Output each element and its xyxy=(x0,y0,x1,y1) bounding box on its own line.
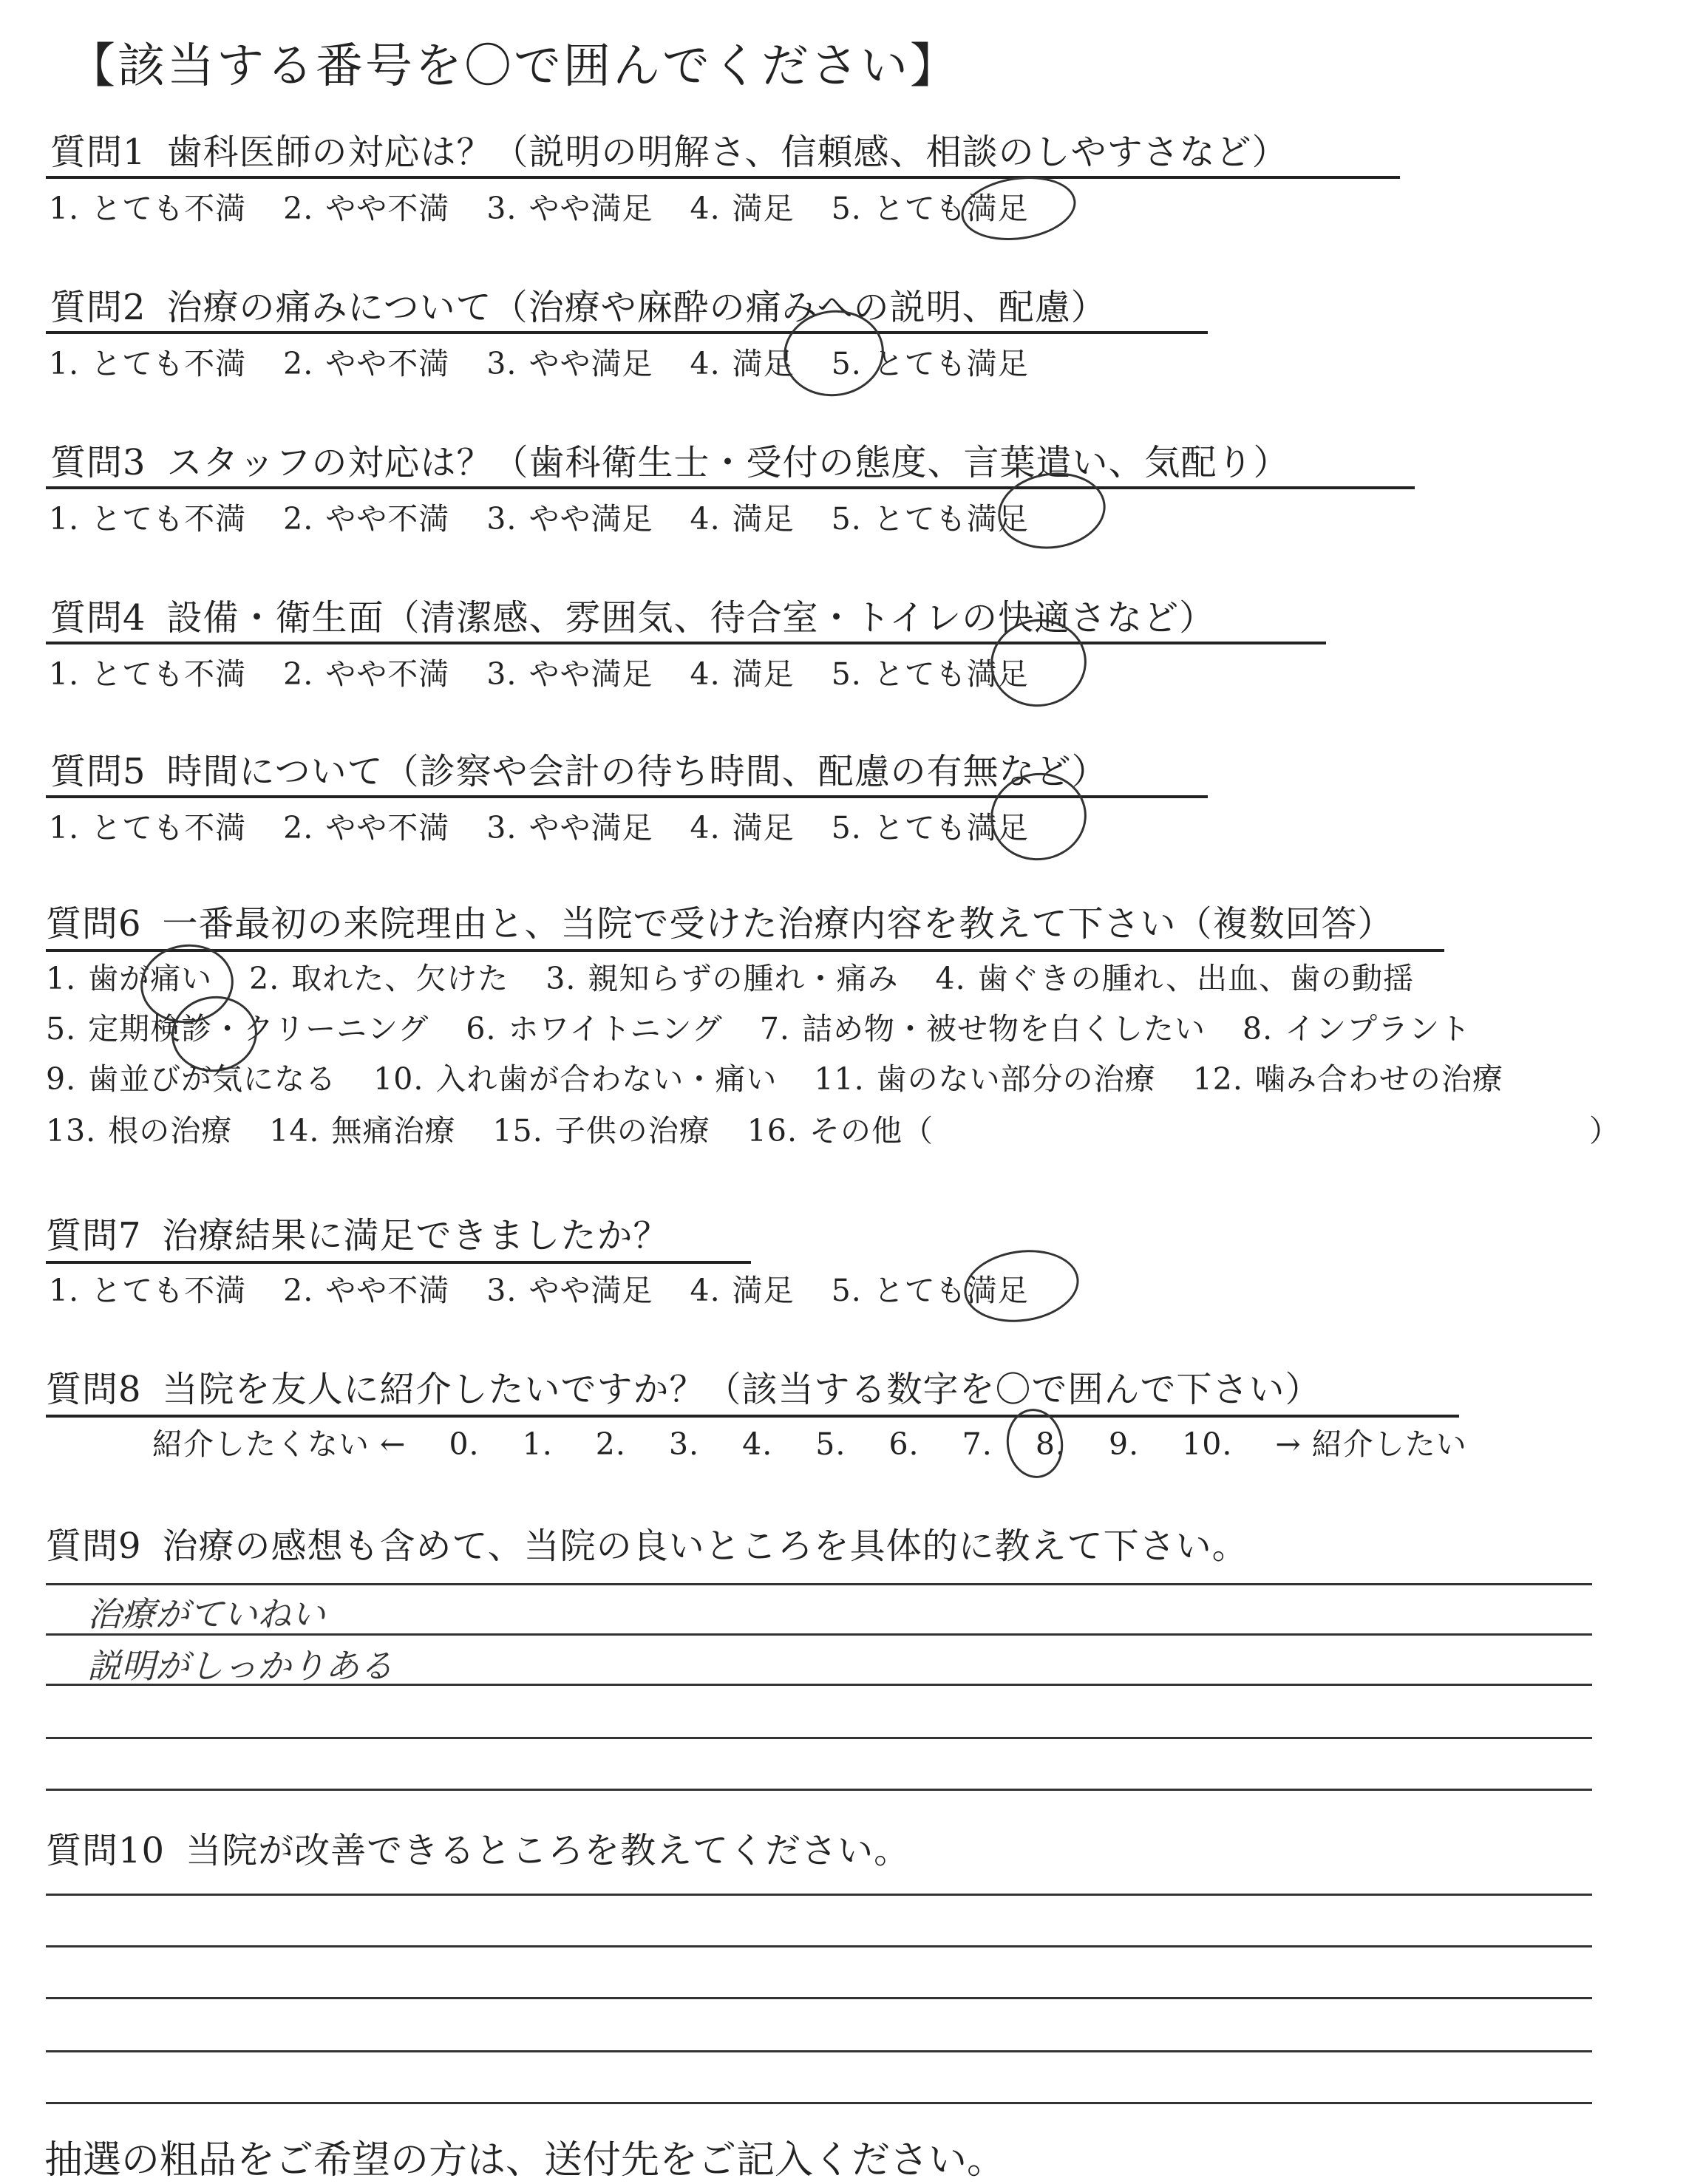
choice-2[interactable]: 2. やや不満 xyxy=(283,501,450,537)
question-text: 設備・衛生面（清潔感、雰囲気、待合室・トイレの快適さなど） xyxy=(166,597,1216,639)
question-number: 質問5 xyxy=(50,751,146,792)
recommend-scale xyxy=(152,1425,1500,1463)
question-text: 一番最初の来院理由と、当院で受けた治療内容を教えて下さい（複数回答） xyxy=(162,903,1394,945)
question-underline xyxy=(46,176,1400,179)
choice-5[interactable]: 5. とても満足 xyxy=(831,1273,1029,1308)
question-number: 質問2 xyxy=(50,287,146,328)
question-number: 質問3 xyxy=(50,442,146,483)
question-3 xyxy=(50,440,1290,485)
scale-8[interactable]: 8. xyxy=(1035,1426,1066,1462)
reason-row-4 xyxy=(46,1112,960,1150)
scale-3[interactable]: 3. xyxy=(668,1426,700,1462)
choice-5[interactable]: 5. とても満足 xyxy=(831,656,1029,692)
answer-choices xyxy=(49,1271,1056,1310)
answer-line xyxy=(46,1894,1592,1896)
answer-line xyxy=(46,1583,1592,1585)
reason-choice-3[interactable]: 3. 親知らずの腫れ・痛み xyxy=(545,961,899,996)
question-number: 質問7 xyxy=(46,1215,142,1256)
choice-4[interactable]: 4. 満足 xyxy=(690,191,795,226)
reason-choice-13[interactable]: 13. 根の治療 xyxy=(46,1113,233,1149)
choice-2[interactable]: 2. やや不満 xyxy=(283,656,450,692)
reason-row-2 xyxy=(46,1010,1498,1048)
question-text: 当院が改善できるところを教えてください。 xyxy=(186,1830,911,1871)
scale-4[interactable]: 4. xyxy=(742,1426,773,1462)
choice-4[interactable]: 4. 満足 xyxy=(690,656,795,692)
reason-choice-14[interactable]: 14. 無痛治療 xyxy=(269,1113,456,1149)
question-6 xyxy=(46,902,1394,946)
reason-choice-8[interactable]: 8. インプラント xyxy=(1243,1011,1472,1047)
question-9 xyxy=(46,1524,1248,1568)
choice-5[interactable]: 5. とても満足 xyxy=(831,501,1029,537)
choice-2[interactable]: 2. やや不満 xyxy=(283,1273,450,1308)
reason-choice-11[interactable]: 11. 歯のない部分の治療 xyxy=(814,1061,1156,1097)
choice-3[interactable]: 3. やや満足 xyxy=(486,810,653,846)
question-underline xyxy=(46,1415,1459,1418)
reason-choice-5[interactable]: 5. 定期検診・クリーニング xyxy=(46,1011,429,1047)
question-text: 当院を友人に紹介したいですか？（該当する数字を〇で囲んで下さい） xyxy=(162,1369,1322,1410)
reason-choice-9[interactable]: 9. 歯並びが気になる xyxy=(46,1061,337,1097)
reason-choice-10[interactable]: 10. 入れ歯が合わない・痛い xyxy=(373,1061,778,1097)
choice-4[interactable]: 4. 満足 xyxy=(690,501,795,537)
answer-line xyxy=(46,1945,1592,1947)
choice-3[interactable]: 3. やや満足 xyxy=(486,191,653,226)
question-number: 質問9 xyxy=(46,1525,142,1567)
answer-choices xyxy=(49,344,1056,383)
question-text: 治療の痛みについて（治療や麻酔の痛みへの説明、配慮） xyxy=(166,287,1107,328)
question-number: 質問1 xyxy=(50,132,146,173)
choice-1[interactable]: 1. とても不満 xyxy=(49,1273,247,1308)
scale-10[interactable]: 10. xyxy=(1182,1426,1233,1462)
choice-1[interactable]: 1. とても不満 xyxy=(49,346,247,381)
choice-1[interactable]: 1. とても不満 xyxy=(49,810,247,846)
question-underline xyxy=(46,1261,751,1264)
scale-9[interactable]: 9. xyxy=(1108,1426,1140,1462)
choice-2[interactable]: 2. やや不満 xyxy=(283,810,450,846)
reason-choice-2[interactable]: 2. 取れた、欠けた xyxy=(249,961,509,996)
reason-row-1 xyxy=(46,959,1441,998)
reason-choice-6[interactable]: 6. ホワイトニング xyxy=(466,1011,723,1047)
reason-choice-7[interactable]: 7. 詰め物・被せ物を白くしたい xyxy=(759,1011,1206,1047)
question-text: 時間について（診察や会計の待ち時間、配慮の有無など） xyxy=(166,751,1108,792)
scale-7[interactable]: 7. xyxy=(962,1426,993,1462)
choice-3[interactable]: 3. やや満足 xyxy=(486,1273,653,1308)
question-number: 質問10 xyxy=(46,1830,166,1871)
choice-3[interactable]: 3. やや満足 xyxy=(486,346,653,381)
other-close-paren: ） xyxy=(1589,1113,1620,1149)
footer-note: 抽選の粗品をご希望の方は、送付先をご記入ください。 xyxy=(44,2138,1006,2183)
scale-right-label: → 紹介したい xyxy=(1275,1426,1467,1462)
answer-line xyxy=(46,1737,1592,1739)
answer-choices xyxy=(49,189,1056,228)
handwritten-answer-1: 治療がていねい xyxy=(87,1594,325,1634)
question-number: 質問4 xyxy=(50,597,146,639)
choice-1[interactable]: 1. とても不満 xyxy=(49,656,247,692)
scale-0[interactable]: 0. xyxy=(449,1426,480,1462)
choice-1[interactable]: 1. とても不満 xyxy=(49,501,247,537)
scale-1[interactable]: 1. xyxy=(522,1426,553,1462)
answer-line xyxy=(46,1633,1592,1636)
question-text: 歯科医師の対応は？（説明の明解さ、信頼感、相談のしやすさなど） xyxy=(166,132,1288,173)
answer-choices xyxy=(49,809,1056,847)
choice-2[interactable]: 2. やや不満 xyxy=(283,346,450,381)
answer-line xyxy=(46,1684,1592,1686)
answer-line xyxy=(46,1789,1592,1791)
answer-line xyxy=(46,2102,1592,2104)
choice-5[interactable]: 5. とても満足 xyxy=(831,346,1029,381)
question-2 xyxy=(50,285,1107,330)
question-8 xyxy=(46,1367,1322,1412)
choice-4[interactable]: 4. 満足 xyxy=(690,1273,795,1308)
question-10 xyxy=(46,1828,910,1873)
choice-4[interactable]: 4. 満足 xyxy=(690,810,795,846)
choice-5[interactable]: 5. とても満足 xyxy=(831,191,1029,226)
reason-choice-16[interactable]: 16. その他（ xyxy=(747,1113,934,1149)
question-underline xyxy=(46,949,1444,952)
answer-choices xyxy=(49,500,1056,538)
reason-choice-1[interactable]: 1. 歯が痛い xyxy=(46,961,213,996)
reason-row-3 xyxy=(46,1060,1530,1098)
choice-4[interactable]: 4. 満足 xyxy=(690,346,795,381)
selection-circle xyxy=(959,1243,1084,1330)
answer-choices xyxy=(49,655,1056,693)
reason-choice-12[interactable]: 12. 噛み合わせの治療 xyxy=(1192,1061,1503,1097)
question-underline xyxy=(46,642,1326,644)
question-7 xyxy=(46,1214,670,1258)
reason-choice-15[interactable]: 15. 子供の治療 xyxy=(492,1113,710,1149)
handwritten-answer-2: 説明がしっかりある xyxy=(87,1646,393,1686)
question-text: 治療結果に満足できましたか？ xyxy=(162,1215,670,1256)
question-underline xyxy=(46,331,1208,334)
question-text: 治療の感想も含めて、当院の良いところを具体的に教えて下さい。 xyxy=(162,1525,1248,1567)
choice-5[interactable]: 5. とても満足 xyxy=(831,810,1029,846)
reason-choice-4[interactable]: 4. 歯ぐきの腫れ、出血、歯の動揺 xyxy=(935,961,1415,996)
choice-1[interactable]: 1. とても不満 xyxy=(49,191,247,226)
choice-3[interactable]: 3. やや満足 xyxy=(486,656,653,692)
page-title: 【該当する番号を〇で囲んでください】 xyxy=(68,39,959,94)
scale-5[interactable]: 5. xyxy=(815,1426,846,1462)
scale-2[interactable]: 2. xyxy=(595,1426,626,1462)
question-underline xyxy=(46,486,1415,489)
question-5 xyxy=(50,749,1108,794)
choice-2[interactable]: 2. やや不満 xyxy=(283,191,450,226)
question-number: 質問8 xyxy=(46,1369,142,1410)
question-text: スタッフの対応は？（歯科衛生士・受付の態度、言葉遣い、気配り） xyxy=(166,442,1290,483)
answer-line xyxy=(46,1997,1592,1999)
scale-6[interactable]: 6. xyxy=(888,1426,920,1462)
selection-circle xyxy=(957,170,1080,248)
question-number: 質問6 xyxy=(46,903,142,945)
choice-3[interactable]: 3. やや満足 xyxy=(486,501,653,537)
question-1 xyxy=(50,130,1288,174)
answer-line xyxy=(46,2050,1592,2052)
scale-left-label: 紹介したくない ← xyxy=(152,1426,407,1462)
